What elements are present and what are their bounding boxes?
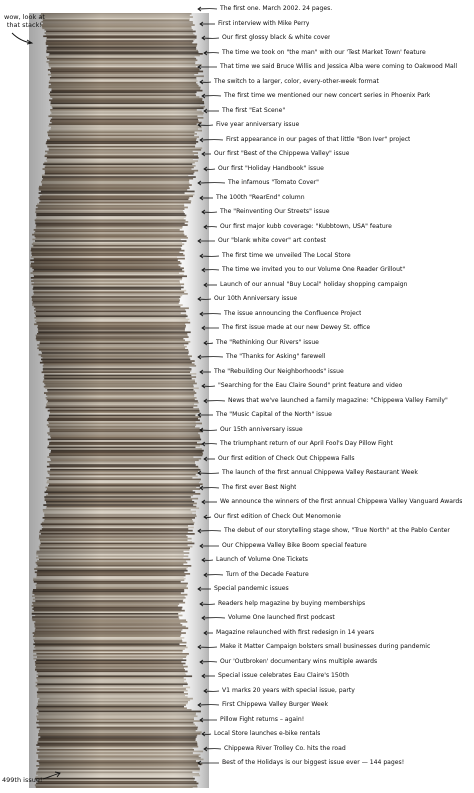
pointer-arrow-icon	[196, 353, 224, 361]
pointer-arrow-icon	[198, 20, 216, 28]
annotation-label: First appearance in our pages of that little "Bon Iver" project	[226, 135, 411, 143]
annotation-label: The first time we mentioned our new concert series in Phoenix Park	[224, 92, 431, 99]
annotation-label: The "Music Capital of the North" issue	[216, 411, 332, 418]
pointer-arrow-icon	[196, 63, 218, 71]
pointer-arrow-icon	[196, 411, 214, 419]
annotation-label: Volume One launched first podcast	[228, 614, 335, 621]
pointer-arrow-icon	[198, 136, 224, 144]
annotation-label: The "Rebuilding Our Neighborhoods" issue	[214, 367, 344, 375]
annotation-label: The time we took on "the man" with our 'Test Market Town' feature	[222, 48, 426, 56]
annotation-label: The first ever Best Night	[222, 483, 297, 491]
annotation-label: Special issue celebrates Eau Claire's 150th	[218, 672, 349, 679]
pointer-arrow-icon	[202, 745, 222, 753]
pointer-arrow-icon	[200, 730, 212, 738]
annotation-label: Special pandemic issues	[214, 585, 289, 592]
annotation-label: Our Chippewa Valley Bike Boom special feature	[222, 541, 367, 549]
pointer-arrow-icon	[202, 49, 220, 57]
annotation-label: Five year anniversary issue	[216, 121, 300, 128]
annotation-label: Our first "Holiday Handbook" issue	[218, 164, 324, 172]
pointer-arrow-icon	[196, 585, 212, 593]
pointer-arrow-icon	[200, 440, 218, 448]
pointer-arrow-icon	[196, 295, 212, 303]
annotation-label: Turn of the Decade Feature	[226, 570, 309, 578]
annotation-label: The debut of our storytelling stage show, "True North" at the Pablo Center	[224, 527, 450, 534]
annotation-label: The first issue made at our new Dewey St. office	[222, 324, 371, 331]
pointer-arrow-icon	[200, 208, 218, 216]
pointer-arrow-icon	[198, 252, 220, 260]
pointer-arrow-icon	[202, 339, 214, 347]
magazine-stack	[29, 13, 209, 788]
annotation-label: The "Thanks for Asking" farewell	[226, 353, 326, 360]
pointer-arrow-icon	[198, 78, 212, 86]
pointer-arrow-icon	[196, 469, 220, 477]
pointer-arrow-icon	[202, 165, 216, 173]
pointer-arrow-icon	[196, 643, 218, 651]
annotation-label: The issue announcing the Confluence Project	[224, 309, 362, 317]
annotation-label: Our first major kubb coverage: "Kubbtown, USA" feature	[220, 222, 392, 230]
pointer-arrow-icon	[196, 121, 214, 129]
pointer-arrow-icon	[196, 701, 220, 709]
annotation-label: "Searching for the Eau Claire Sound" print feature and video	[218, 382, 403, 389]
pointer-arrow-icon	[196, 527, 222, 535]
annotation-label: Our 'Outbroken' documentary wins multiple awards	[220, 657, 378, 665]
pointer-arrow-icon	[200, 92, 222, 100]
top-handwritten-note	[4, 14, 45, 29]
pointer-arrow-icon	[200, 382, 216, 390]
annotation-label: Our first edition of Check Out Chippewa Falls	[218, 454, 355, 462]
pointer-arrow-icon	[196, 5, 218, 13]
pointer-arrow-icon	[200, 324, 220, 332]
annotation-label: Readers help magazine by buying memberships	[218, 599, 366, 607]
pointer-arrow-icon	[202, 281, 218, 289]
bottom-note-arrow-icon	[42, 771, 62, 781]
pointer-arrow-icon	[200, 614, 226, 622]
annotation-label: Make it Matter Campaign bolsters small businesses during pandemic	[220, 643, 431, 650]
annotation-label: News that we've launched a family magazine: "Chippewa Valley Family"	[228, 396, 448, 404]
pointer-arrow-icon	[198, 658, 218, 666]
annotation-label: V1 marks 20 years with special issue, party	[222, 686, 355, 694]
annotation-label: The "Rethinking Our Rivers" issue	[216, 338, 319, 346]
annotation-label: Our first "Best of the Chippewa Valley" issue	[214, 150, 350, 157]
annotation-label: The triumphant return of our April Fool's Day Pillow Fight	[220, 440, 393, 447]
pointer-arrow-icon	[196, 237, 216, 245]
annotation-label: Our 15th anniversary issue	[220, 425, 303, 433]
pointer-arrow-icon	[202, 629, 214, 637]
pointer-arrow-icon	[198, 600, 216, 608]
stack-shading	[29, 13, 209, 788]
annotation-label: The switch to a larger, color, every-other-week format	[214, 77, 379, 85]
annotation-label: Local Store launches e-bike rentals	[214, 730, 321, 737]
pointer-arrow-icon	[196, 759, 220, 767]
pointer-arrow-icon	[202, 687, 220, 695]
pointer-arrow-icon	[198, 194, 214, 202]
pointer-arrow-icon	[198, 426, 218, 434]
annotation-label: The 100th "RearEnd" column	[216, 193, 305, 201]
annotation-label: The first time we unveiled The Local Store	[222, 251, 351, 259]
annotation-label: We announce the winners of the first annual Chippewa Valley Vanguard Awards	[220, 498, 463, 505]
pointer-arrow-icon	[198, 368, 212, 376]
pointer-arrow-icon	[202, 571, 224, 579]
annotation-label: The time we invited you to our Volume One Reader Grillout"	[222, 266, 406, 273]
pointer-arrow-icon	[200, 34, 220, 42]
pointer-arrow-icon	[202, 223, 218, 231]
annotation-label: Magazine relaunched with first redesign in 14 years	[216, 628, 375, 636]
top-note-arrow-icon	[10, 31, 34, 45]
top-note-line-1: wow, look at	[4, 13, 45, 21]
pointer-arrow-icon	[198, 542, 220, 550]
annotation-label: Launch of our annual "Buy Local" holiday shopping campaign	[220, 280, 408, 288]
top-note-line-2: that stack!	[6, 20, 42, 29]
pointer-arrow-icon	[200, 556, 214, 564]
annotation-label: Best of the Holidays is our biggest issue ever — 144 pages!	[222, 759, 405, 766]
pointer-arrow-icon	[196, 179, 226, 187]
annotation-label: The first "Eat Scene"	[222, 106, 286, 114]
pointer-arrow-icon	[202, 107, 220, 115]
annotation-label: The "Reinventing Our Streets" issue	[220, 208, 330, 215]
annotation-label: First Chippewa Valley Burger Week	[222, 701, 329, 708]
pointer-arrow-icon	[200, 672, 216, 680]
pointer-arrow-icon	[202, 455, 216, 463]
pointer-arrow-icon	[200, 150, 212, 158]
annotation-label: The first one. March 2002. 24 pages.	[220, 5, 333, 12]
annotation-label: The launch of the first annual Chippewa Valley Restaurant Week	[222, 469, 418, 476]
pointer-arrow-icon	[200, 266, 220, 274]
annotation-label: Chippewa River Trolley Co. hits the road	[224, 744, 346, 752]
annotation-label: That time we said Bruce Willis and Jessica Alba were coming to Oakwood Mall	[220, 63, 458, 70]
annotation-label: Launch of Volume One Tickets	[216, 556, 308, 563]
pointer-arrow-icon	[202, 397, 226, 405]
pointer-arrow-icon	[198, 716, 218, 724]
annotation-label: Our first edition of Check Out Menomonie	[214, 512, 341, 520]
bottom-handwritten-note: 499th issue!	[2, 776, 43, 784]
pointer-arrow-icon	[198, 310, 222, 318]
annotation-label: First interview with Mike Perry	[218, 19, 310, 27]
pointer-arrow-icon	[200, 498, 218, 506]
annotation-label: Our "blank white cover" art contest	[218, 237, 327, 244]
annotation-label: Our first glossy black & white cover	[222, 34, 331, 41]
pointer-arrow-icon	[198, 484, 220, 492]
annotation-label: Our 10th Anniversary issue	[214, 295, 298, 302]
annotation-label: The infamous "Tomato Cover"	[228, 179, 319, 186]
pointer-arrow-icon	[202, 513, 212, 521]
annotation-label: Pillow Fight returns – again!	[220, 715, 305, 723]
